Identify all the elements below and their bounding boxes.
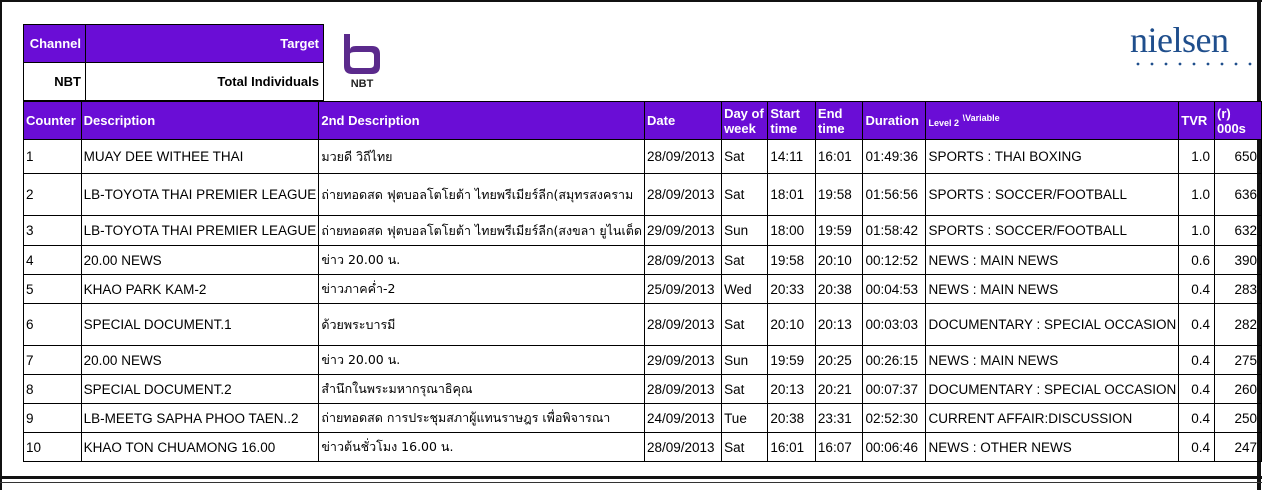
cell-start-time: 20:33	[768, 275, 816, 304]
cell-date: 25/09/2013	[645, 275, 722, 304]
table-body	[24, 140, 1262, 462]
cell-tvr: 0.6	[1179, 246, 1215, 275]
cell-duration: 00:12:52	[863, 246, 926, 275]
frame-bottom-line	[0, 482, 1262, 483]
cell-start-time: 18:00	[768, 216, 816, 246]
cell-duration: 01:56:56	[863, 174, 926, 216]
cell-end-time: 19:58	[815, 174, 863, 216]
header-counter: Counter	[24, 102, 82, 140]
header-day-of-week: Day of week	[722, 102, 768, 140]
cell-r000s: 390	[1214, 246, 1261, 275]
table-header-row	[24, 102, 1262, 140]
cell-tvr: 1.0	[1179, 140, 1215, 174]
cell-start-time: 20:10	[768, 304, 816, 346]
cell-counter: 4	[24, 246, 82, 275]
cell-description: LB-MEETG SAPHA PHOO TAEN..2	[81, 404, 319, 433]
cell-second-description: ข่าวภาคค่ำ-2	[319, 275, 645, 304]
table-row	[24, 275, 1262, 304]
frame-bottom-border	[0, 476, 1262, 479]
table-row	[24, 216, 1262, 246]
cell-day: Tue	[722, 404, 768, 433]
selection-table	[23, 24, 324, 101]
cell-description: SPECIAL DOCUMENT.2	[81, 375, 319, 404]
cell-tvr: 0.4	[1179, 275, 1215, 304]
cell-level2: CURRENT AFFAIR:DISCUSSION	[926, 404, 1179, 433]
target-value: Total Individuals	[86, 63, 324, 101]
cell-end-time: 20:25	[815, 346, 863, 375]
header-start-time: Start time	[768, 102, 816, 140]
header-date: Date	[645, 102, 722, 140]
cell-r000s: 650	[1214, 140, 1261, 174]
cell-description: SPECIAL DOCUMENT.1	[81, 304, 319, 346]
table-row	[24, 404, 1262, 433]
table-row	[24, 140, 1262, 174]
cell-description: MUAY DEE WITHEE THAI	[81, 140, 319, 174]
cell-date: 28/09/2013	[645, 246, 722, 275]
table-row	[24, 375, 1262, 404]
cell-end-time: 20:13	[815, 304, 863, 346]
cell-day: Sat	[722, 140, 768, 174]
cell-start-time: 14:11	[768, 140, 816, 174]
cell-level2: SPORTS : SOCCER/FOOTBALL	[926, 216, 1179, 246]
cell-counter: 3	[24, 216, 82, 246]
cell-second-description: ถ่ายทอดสด การประชุมสภาผู้แทนราษฎร เพื่อพิจารณา	[319, 404, 645, 433]
cell-duration: 01:49:36	[863, 140, 926, 174]
cell-level2: DOCUMENTARY : SPECIAL OCCASION	[926, 304, 1179, 346]
target-label: Target	[86, 25, 324, 63]
cell-tvr: 0.4	[1179, 346, 1215, 375]
frame-left-border	[0, 0, 2, 490]
cell-description: LB-TOYOTA THAI PREMIER LEAGUE	[81, 174, 319, 216]
cell-description: KHAO PARK KAM-2	[81, 275, 319, 304]
cell-start-time: 18:01	[768, 174, 816, 216]
cell-day: Sat	[722, 304, 768, 346]
cell-counter: 9	[24, 404, 82, 433]
cell-end-time: 16:01	[815, 140, 863, 174]
cell-counter: 5	[24, 275, 82, 304]
cell-r000s: 250	[1214, 404, 1261, 433]
cell-r000s: 260	[1214, 375, 1261, 404]
cell-end-time: 16:07	[815, 433, 863, 462]
cell-day: Sat	[722, 433, 768, 462]
cell-start-time: 16:01	[768, 433, 816, 462]
cell-second-description: สำนึกในพระมหากรุณาธิคุณ	[319, 375, 645, 404]
cell-end-time: 19:59	[815, 216, 863, 246]
cell-tvr: 1.0	[1179, 174, 1215, 216]
nielsen-dots	[1137, 63, 1252, 66]
nbt-logo	[338, 30, 386, 90]
programme-ranking-table	[23, 101, 1262, 462]
cell-day: Sat	[722, 246, 768, 275]
header-r000s: (r) 000s	[1214, 102, 1261, 140]
cell-date: 28/09/2013	[645, 433, 722, 462]
cell-r000s: 275	[1214, 346, 1261, 375]
cell-level2: NEWS : MAIN NEWS	[926, 275, 1179, 304]
cell-tvr: 0.4	[1179, 404, 1215, 433]
cell-date: 29/09/2013	[645, 216, 722, 246]
cell-r000s: 636	[1214, 174, 1261, 216]
cell-counter: 6	[24, 304, 82, 346]
table-row	[24, 246, 1262, 275]
cell-duration: 01:58:42	[863, 216, 926, 246]
frame-top-border	[0, 0, 1262, 2]
cell-level2: NEWS : OTHER NEWS	[926, 433, 1179, 462]
channel-label: Channel	[24, 25, 86, 63]
cell-duration: 00:06:46	[863, 433, 926, 462]
cell-level2: SPORTS : SOCCER/FOOTBALL	[926, 174, 1179, 216]
cell-second-description: ถ่ายทอดสด ฟุตบอลโตโยต้า ไทยพรีเมียร์ลีก(สงขลา ยูไนเต็ด	[319, 216, 645, 246]
header-duration: Duration	[863, 102, 926, 140]
cell-start-time: 19:58	[768, 246, 816, 275]
cell-counter: 7	[24, 346, 82, 375]
cell-date: 28/09/2013	[645, 375, 722, 404]
cell-description: 20.00 NEWS	[81, 246, 319, 275]
cell-day: Sat	[722, 375, 768, 404]
cell-day: Wed	[722, 275, 768, 304]
header-second-description: 2nd Description	[319, 102, 645, 140]
cell-end-time: 23:31	[815, 404, 863, 433]
cell-date: 29/09/2013	[645, 346, 722, 375]
selection-header-row	[24, 25, 324, 63]
cell-date: 28/09/2013	[645, 140, 722, 174]
nielsen-logo-text: nielsen	[1130, 20, 1229, 60]
cell-end-time: 20:21	[815, 375, 863, 404]
cell-end-time: 20:10	[815, 246, 863, 275]
nbt-logo-mark	[344, 34, 380, 74]
header-description: Description	[81, 102, 319, 140]
cell-second-description: ถ่ายทอดสด ฟุตบอลโตโยต้า ไทยพรีเมียร์ลีก(สมุทรสงคราม	[319, 174, 645, 216]
cell-description: LB-TOYOTA THAI PREMIER LEAGUE	[81, 216, 319, 246]
cell-start-time: 19:59	[768, 346, 816, 375]
cell-r000s: 247	[1214, 433, 1261, 462]
channel-value: NBT	[24, 63, 86, 101]
cell-second-description: มวยดี วิถีไทย	[319, 140, 645, 174]
cell-r000s: 632	[1214, 216, 1261, 246]
cell-day: Sat	[722, 174, 768, 216]
cell-counter: 1	[24, 140, 82, 174]
header-level2-variable	[926, 102, 1179, 140]
cell-tvr: 0.4	[1179, 375, 1215, 404]
cell-duration: 00:26:15	[863, 346, 926, 375]
cell-level2: NEWS : MAIN NEWS	[926, 246, 1179, 275]
selection-value-row	[24, 63, 324, 101]
cell-date: 28/09/2013	[645, 174, 722, 216]
cell-tvr: 1.0	[1179, 216, 1215, 246]
cell-level2: DOCUMENTARY : SPECIAL OCCASION	[926, 375, 1179, 404]
table-row	[24, 433, 1262, 462]
cell-end-time: 20:38	[815, 275, 863, 304]
table-row	[24, 174, 1262, 216]
cell-date: 24/09/2013	[645, 404, 722, 433]
header-end-time: End time	[815, 102, 863, 140]
header-tvr: TVR	[1179, 102, 1215, 140]
cell-start-time: 20:38	[768, 404, 816, 433]
cell-second-description: ด้วยพระบารมี	[319, 304, 645, 346]
cell-day: Sun	[722, 346, 768, 375]
cell-date: 28/09/2013	[645, 304, 722, 346]
cell-r000s: 283	[1214, 275, 1261, 304]
cell-counter: 8	[24, 375, 82, 404]
cell-description: KHAO TON CHUAMONG 16.00	[81, 433, 319, 462]
cell-second-description: ข่าว 20.00 น.	[319, 346, 645, 375]
cell-r000s: 282	[1214, 304, 1261, 346]
header-level2-prefix: Level 2	[928, 117, 959, 128]
cell-level2: NEWS : MAIN NEWS	[926, 346, 1179, 375]
cell-counter: 2	[24, 174, 82, 216]
cell-tvr: 0.4	[1179, 433, 1215, 462]
cell-day: Sun	[722, 216, 768, 246]
cell-start-time: 20:13	[768, 375, 816, 404]
header-level2-suffix: \Variable	[962, 112, 1000, 123]
cell-second-description: ข่าวต้นชั่วโมง 16.00 น.	[319, 433, 645, 462]
nielsen-logo	[1130, 20, 1254, 70]
nbt-logo-text: NBT	[350, 78, 374, 90]
cell-duration: 00:07:37	[863, 375, 926, 404]
cell-description: 20.00 NEWS	[81, 346, 319, 375]
table-row	[24, 304, 1262, 346]
cell-duration: 00:04:53	[863, 275, 926, 304]
table-row	[24, 346, 1262, 375]
cell-counter: 10	[24, 433, 82, 462]
cell-level2: SPORTS : THAI BOXING	[926, 140, 1179, 174]
cell-duration: 00:03:03	[863, 304, 926, 346]
cell-duration: 02:52:30	[863, 404, 926, 433]
cell-tvr: 0.4	[1179, 304, 1215, 346]
cell-second-description: ข่าว 20.00 น.	[319, 246, 645, 275]
